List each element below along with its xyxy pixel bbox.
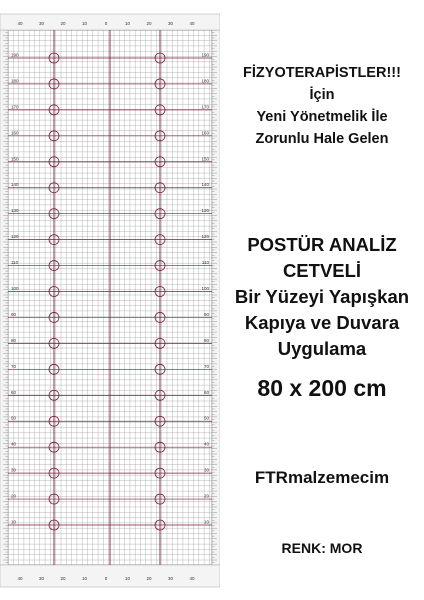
height-label: 150 xyxy=(11,156,19,162)
height-label: 70 xyxy=(11,363,17,369)
height-label: 110 xyxy=(11,260,19,266)
height-label: 180 xyxy=(11,78,19,84)
height-label: 30 xyxy=(203,467,209,473)
size-label: 80 x 200 cm xyxy=(257,375,387,401)
width-label: 10 xyxy=(124,21,131,26)
height-label: 60 xyxy=(203,389,209,395)
height-label: 100 xyxy=(201,286,209,291)
color-label: RENK: MOR xyxy=(281,540,363,556)
height-label: 20 xyxy=(203,493,209,499)
height-label: 120 xyxy=(201,234,209,240)
width-label: 30 xyxy=(167,21,174,26)
height-label: 50 xyxy=(203,415,209,421)
height-label: 60 xyxy=(11,389,17,395)
height-label: 170 xyxy=(11,104,19,110)
height-label: 150 xyxy=(201,156,209,162)
height-label: 190 xyxy=(201,52,209,58)
width-label: 10 xyxy=(81,21,88,26)
intro-line: Zorunlu Hale Gelen xyxy=(255,131,389,147)
headline-line: Bir Yüzeyi Yapışkan xyxy=(234,286,410,307)
height-label: 10 xyxy=(203,519,209,525)
height-label: 160 xyxy=(11,130,19,136)
height-label: 90 xyxy=(11,311,17,317)
intro-line: İçin xyxy=(309,87,335,103)
width-label: 20 xyxy=(146,21,152,26)
height-label: 160 xyxy=(201,130,209,136)
height-label: 40 xyxy=(203,441,209,447)
height-label: 190 xyxy=(11,52,19,58)
height-label: 80 xyxy=(11,337,17,343)
width-label: 0 xyxy=(104,21,108,26)
width-label: 20 xyxy=(60,576,66,581)
height-label: 180 xyxy=(201,78,209,84)
height-label: 70 xyxy=(203,363,209,369)
headline-line: CETVELİ xyxy=(282,260,362,281)
height-label: 140 xyxy=(201,182,209,188)
width-label: 40 xyxy=(17,576,23,581)
intro-line: FİZYOTERAPİSTLER!!! xyxy=(243,65,401,81)
width-label: 40 xyxy=(189,21,195,26)
width-label: 20 xyxy=(60,21,66,26)
width-label: 30 xyxy=(167,576,174,581)
height-label: 80 xyxy=(203,337,209,343)
height-label: 110 xyxy=(201,260,209,266)
height-label: 30 xyxy=(11,467,17,473)
height-label: 130 xyxy=(11,208,19,214)
headline-line: Uygulama xyxy=(277,338,367,359)
width-label: 10 xyxy=(81,576,88,581)
top-scale xyxy=(0,14,220,30)
height-label: 10 xyxy=(11,519,17,525)
width-label: 30 xyxy=(38,21,45,26)
height-label: 40 xyxy=(11,441,17,447)
width-label: 0 xyxy=(104,576,108,581)
width-label: 40 xyxy=(17,21,23,26)
brand-label: FTRmalzemecim xyxy=(254,468,390,487)
height-label: 130 xyxy=(201,208,209,214)
headline-block xyxy=(222,232,422,362)
headline-line: Kapıya ve Duvara xyxy=(244,312,400,333)
width-label: 40 xyxy=(189,576,195,581)
width-label: 10 xyxy=(124,576,131,581)
height-label: 170 xyxy=(201,104,209,110)
height-label: 100 xyxy=(11,286,19,291)
height-label: 50 xyxy=(11,415,17,421)
bottom-scale xyxy=(0,565,220,587)
intro-block xyxy=(222,62,422,150)
height-label: 140 xyxy=(11,182,19,188)
width-label: 30 xyxy=(38,576,45,581)
intro-line: Yeni Yönetmelik İle xyxy=(256,109,388,125)
height-label: 120 xyxy=(11,234,19,240)
width-label: 20 xyxy=(146,576,152,581)
headline-line: POSTÜR ANALİZ xyxy=(247,234,397,255)
height-label: 90 xyxy=(203,311,209,317)
height-label: 20 xyxy=(11,493,17,499)
